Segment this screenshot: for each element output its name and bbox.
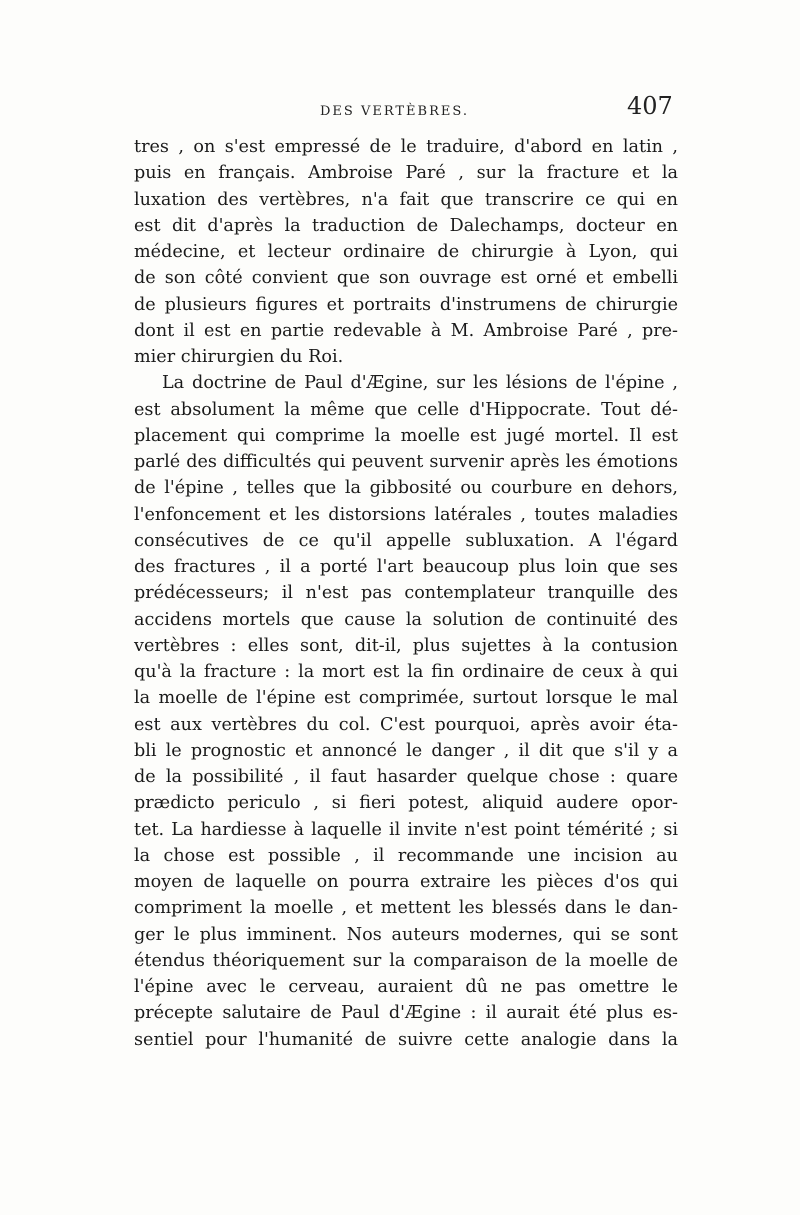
text-line: est absolument la même que celle d'Hippocrate. Tout dé- xyxy=(134,399,678,420)
text-line: sentiel pour l'humanité de suivre cette analogie dans la xyxy=(134,1029,678,1050)
text-line: de son côté convient que son ouvrage est orné et embelli xyxy=(134,268,678,289)
text-line: tres , on s'est empressé de le traduire, d'abord en latin , xyxy=(134,137,678,157)
text-line: l'enfoncement et les distorsions latérales , toutes maladies xyxy=(134,504,678,525)
text-line: des fractures , il a porté l'art beaucoup plus loin que ses xyxy=(134,557,678,577)
text-line: prédécesseurs; il n'est pas contemplateur tranquille des xyxy=(134,583,678,604)
text-line: placement qui comprime la moelle est jugé mortel. Il est xyxy=(134,425,678,446)
text-line: de la possibilité , il faut hasarder quelque chose : quare xyxy=(134,767,678,787)
text-line: parlé des difficultés qui peuvent survenir après les émotions xyxy=(134,452,678,472)
text-line: vertèbres : elles sont, dit-il, plus sujettes à la contusion xyxy=(134,635,678,656)
text-line: la chose est possible , il recommande une incision au xyxy=(134,845,678,866)
text-line: est aux vertèbres du col. C'est pourquoi, après avoir éta- xyxy=(134,714,678,735)
page-number: 407 xyxy=(627,92,673,120)
text-line: de plusieurs figures et portraits d'instrumens de chirurgie xyxy=(134,294,678,315)
text-line: mier chirurgien du Roi. xyxy=(134,347,344,367)
text-line: moyen de laquelle on pourra extraire les pièces d'os qui xyxy=(134,872,678,892)
text-line: luxation des vertèbres, n'a fait que transcrire ce qui en xyxy=(134,189,678,210)
text-line: médecine, et lecteur ordinaire de chirurgie à Lyon, qui xyxy=(134,242,678,262)
text-line: bli le prognostic et annoncé le danger , il dit que s'il y a xyxy=(134,740,678,761)
running-head: DES VERTÈBRES. xyxy=(320,104,469,119)
text-line: compriment la moelle , et mettent les blessés dans le dan- xyxy=(134,898,678,919)
text-line: puis en français. Ambroise Paré , sur la fracture et la xyxy=(134,163,678,184)
text-line: la moelle de l'épine est comprimée, surtout lorsque le mal xyxy=(134,688,678,709)
text-line: précepte salutaire de Paul d'Ægine : il aurait été plus es- xyxy=(134,1003,678,1024)
text-line: de l'épine , telles que la gibbosité ou courbure en dehors, xyxy=(134,478,678,499)
text-line: est dit d'après la traduction de Dalechamps, docteur en xyxy=(134,215,678,236)
text-line: tet. La hardiesse à laquelle il invite n'est point témérité ; si xyxy=(134,819,678,840)
text-line: l'épine avec le cerveau, auraient dû ne pas omettre le xyxy=(134,977,678,997)
text-line: dont il est en partie redevable à M. Ambroise Paré , pre- xyxy=(134,320,678,341)
text-line: ger le plus imminent. Nos auteurs modernes, qui se sont xyxy=(134,924,678,945)
text-line: prædicto periculo , si fieri potest, aliquid audere opor- xyxy=(134,793,678,814)
text-line: consécutives de ce qu'il appelle subluxation. A l'égard xyxy=(134,530,678,551)
body-text xyxy=(134,134,678,1053)
text-line: La doctrine de Paul d'Ægine, sur les lésions de l'épine , xyxy=(162,373,678,394)
text-line: accidens mortels que cause la solution de continuité des xyxy=(134,609,678,630)
text-line: qu'à la fracture : la mort est la fin ordinaire de ceux à qui xyxy=(134,662,678,682)
text-line: étendus théoriquement sur la comparaison de la moelle de xyxy=(134,950,678,971)
